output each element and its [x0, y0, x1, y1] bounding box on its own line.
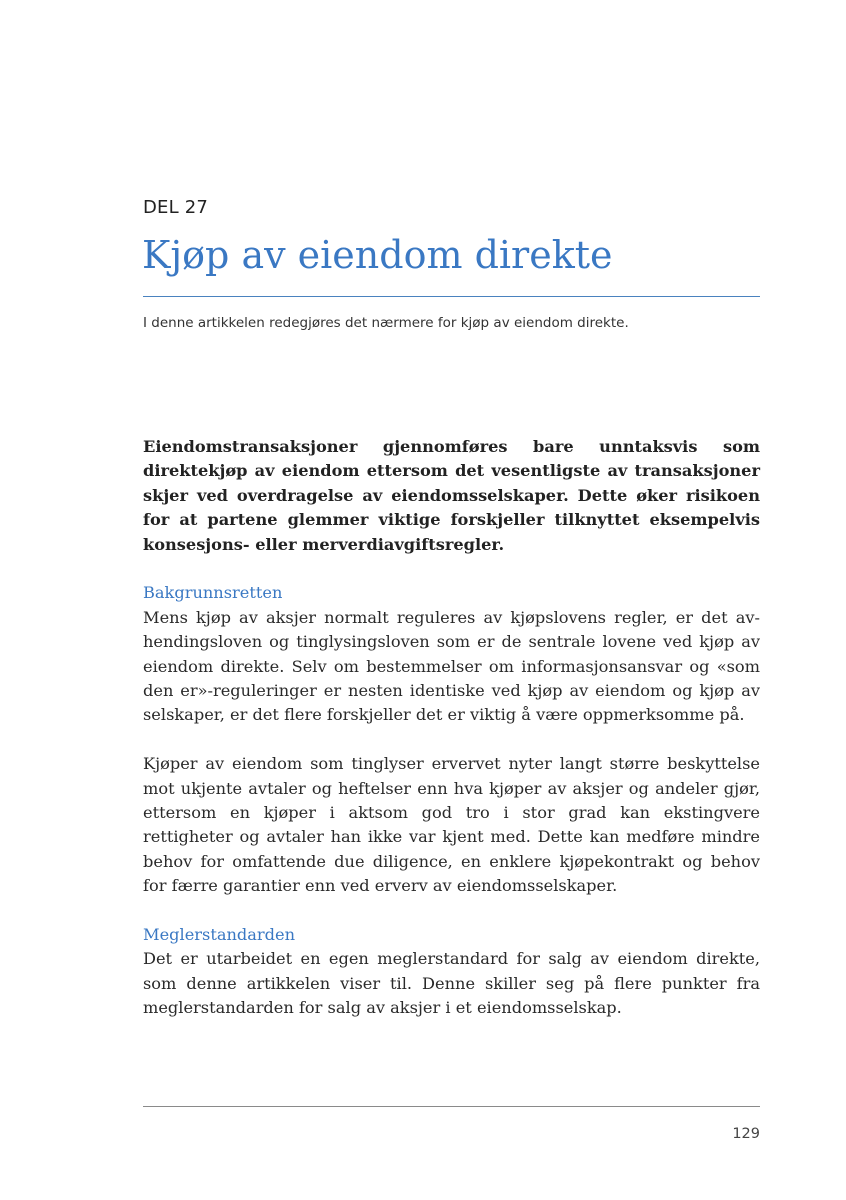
body-paragraph: Det er utarbeidet en egen meglerstandard for salg av eiendom direkte, som denne artikkelen viser til. Denne skiller seg på flere punkter fra meglerstandarden for salg av aksjer i et eiendomsselskap. [143, 949, 760, 1018]
spacer [143, 557, 760, 581]
body-paragraph: Mens kjøp av aksjer normalt reguleres av kjøpslovens regler, er det avhendingsloven og tinglysingsloven som er de sentrale lovene ved kjøp av eiendom direkte. Selv om bestemmelser om informasjonsansvar og «som den er»-reguleringer er nesten identiske ved kjøp av eiendom og kjøp av selskaper, er det flere forskjeller det er viktig å være oppmerksomme på. [143, 607, 760, 725]
footer-divider [143, 1106, 760, 1107]
body-paragraph: Kjøper av eiendom som tinglyser ervervet nyter langt større beskyttelse mot ukjente avtaler og heftelser enn hva kjøper av aksjer og andeler gjør, ettersom en kjøper i aktsom god tro i stor grad kan ekstingvere rettigheter og avtaler han ikke var kjent med. Dette kan medføre mindre behov for omfattende due diligence, en enklere kjøpekontrakt og behov for færre garantier enn ved erverv av eiendomsselskaper. [143, 754, 760, 896]
part-label: DEL 27 [143, 197, 209, 218]
section-heading: Bakgrunnsretten [143, 583, 283, 603]
article-subtitle: I denne artikkelen redegjøres det nærmere for kjøp av eiendom direkte. [143, 315, 629, 331]
section-bakgrunnsretten [143, 581, 760, 898]
section-meglerstandarden [143, 923, 760, 1021]
article-body [143, 435, 760, 1021]
lead-paragraph: Eiendomstransaksjoner gjennomføres bare unntaksvis som direktekjøp av eiendom ettersom det vesentligste av transaksjoner skjer ved overdragelse av eiendomsselskaper. Dette øker risikoen for at partene glemmer viktige forskjeller tilknyttet eksempelvis konsesjons- eller merverdiavgiftsregler. [143, 437, 760, 554]
page-number: 129 [732, 1126, 760, 1142]
page-title: Kjøp av eiendom direkte [142, 233, 613, 277]
spacer [143, 728, 760, 752]
spacer [143, 899, 760, 923]
section-heading: Meglerstandarden [143, 925, 296, 945]
title-divider [143, 296, 760, 297]
